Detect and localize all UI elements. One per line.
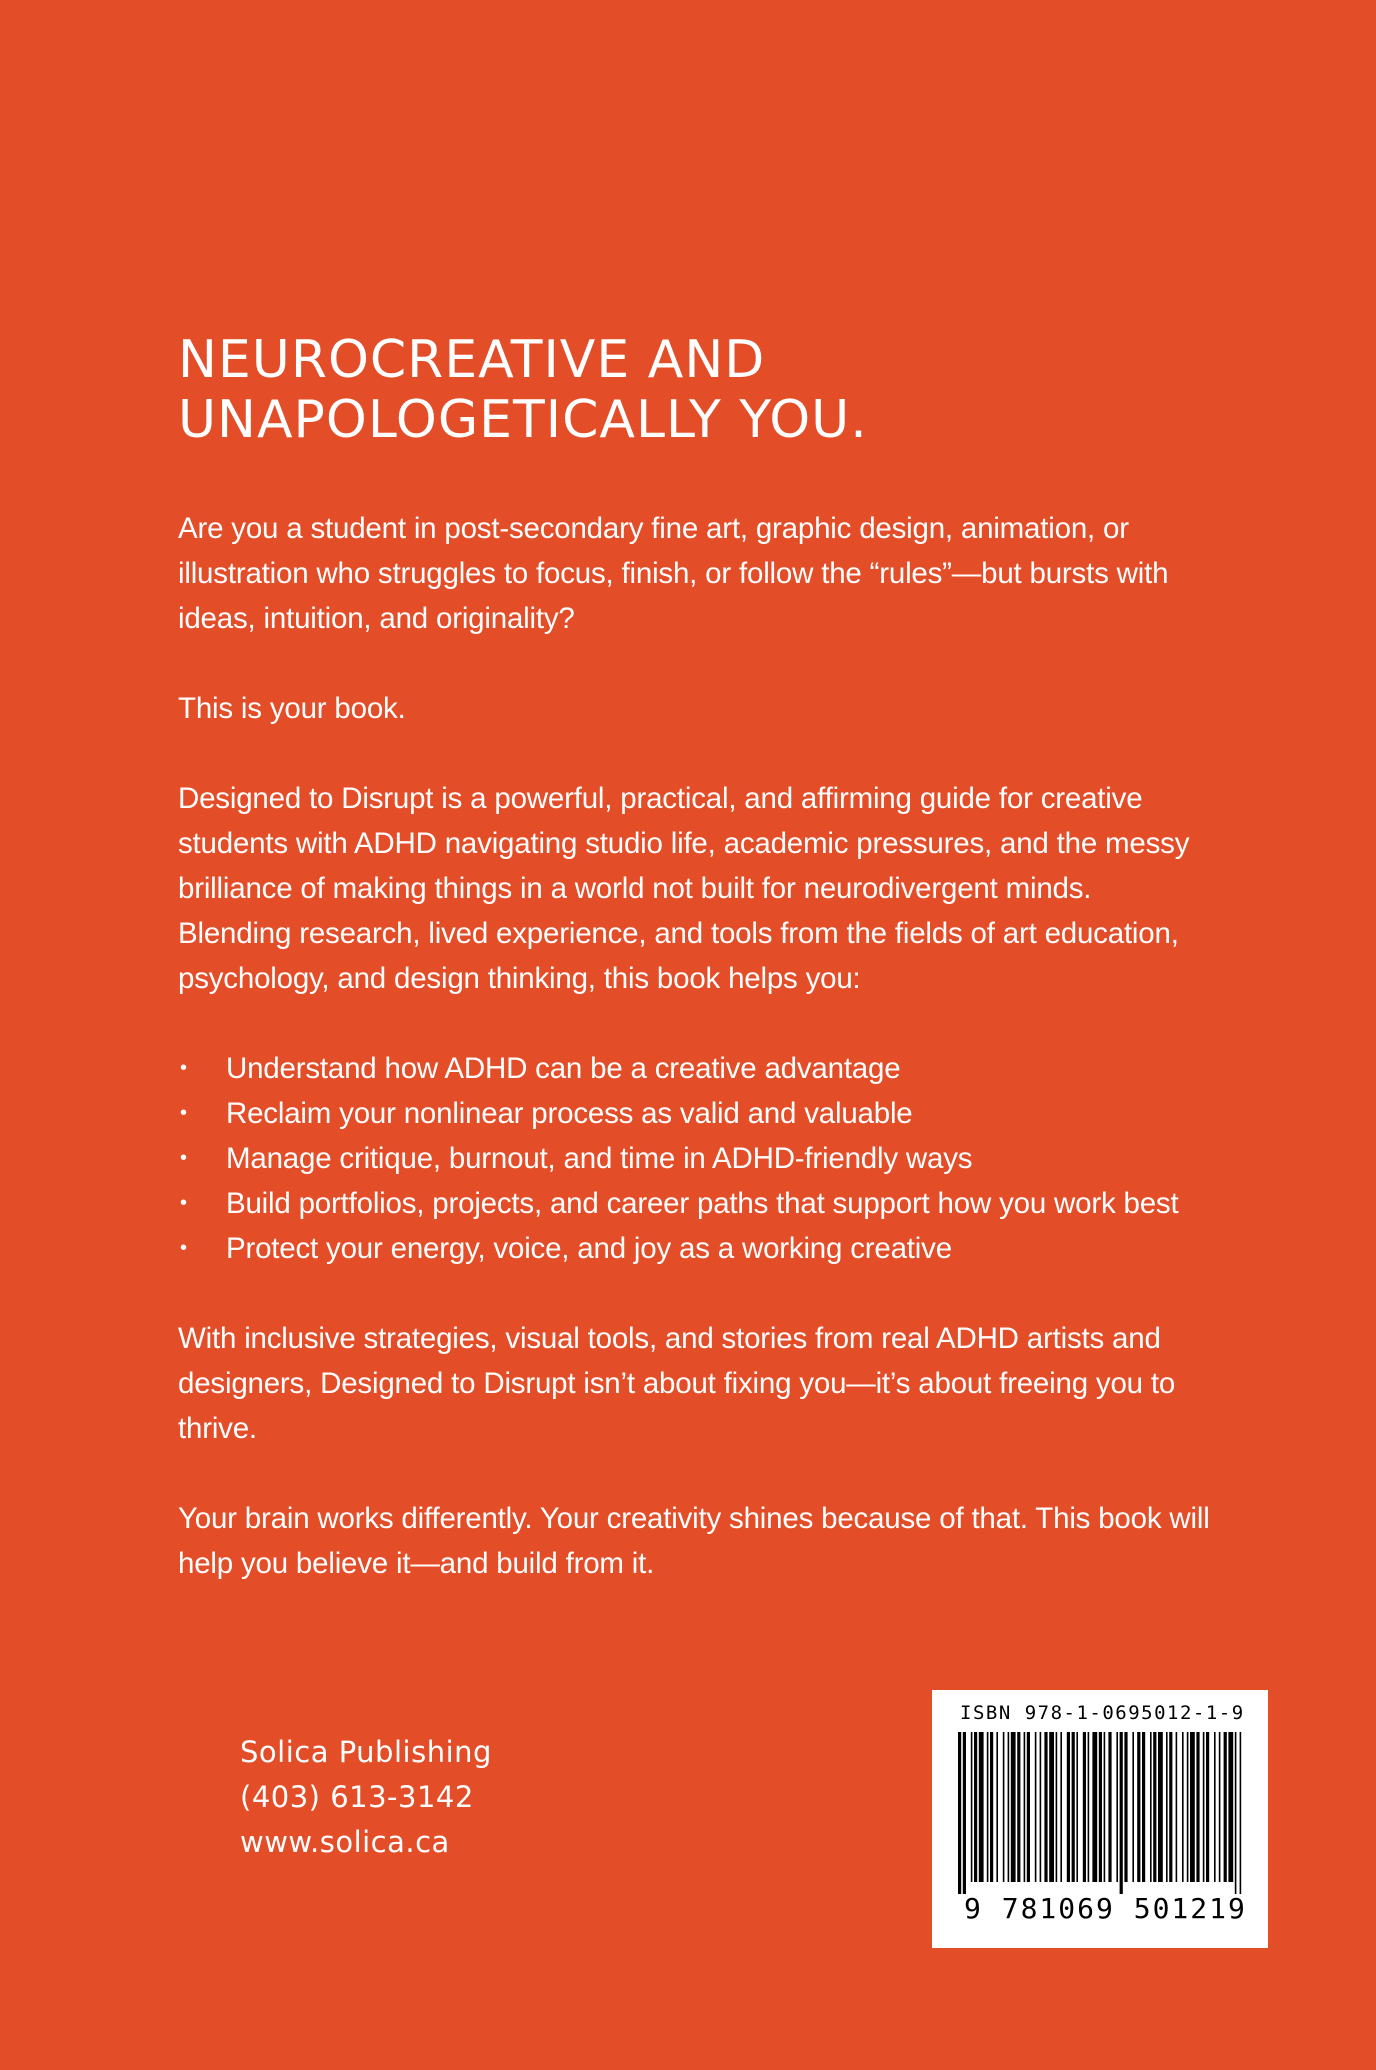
barcode-bar — [1083, 1732, 1086, 1882]
bullet-icon: • — [180, 1057, 187, 1079]
barcode-bar — [1187, 1732, 1189, 1882]
barcode-bar — [1224, 1732, 1227, 1882]
barcode-bar — [974, 1732, 977, 1882]
headline-line-2: UNAPOLOGETICALLY YOU. — [178, 390, 868, 450]
headline-line-1: NEUROCREATIVE AND — [178, 330, 766, 390]
barcode-bar — [1176, 1732, 1178, 1882]
barcode-bar — [1124, 1732, 1127, 1882]
barcode-bar — [971, 1732, 973, 1882]
bullet-icon: • — [180, 1192, 187, 1214]
barcode-bar — [1150, 1732, 1152, 1882]
barcode-bar — [1076, 1732, 1078, 1882]
barcode-bar — [1116, 1732, 1118, 1882]
barcode-bar — [1044, 1732, 1047, 1882]
barcode-bar — [1142, 1732, 1145, 1882]
list-item: • Protect your energy, voice, and joy as a working creative — [178, 1226, 1248, 1271]
barcode-bar — [1240, 1732, 1242, 1894]
barcode-bar — [1132, 1732, 1134, 1882]
closing-paragraph-2: Your brain works differently. Your creativity shines because of that. This book will help you believe it—and build from it. — [178, 1502, 1210, 1580]
barcode-bar — [1003, 1732, 1005, 1882]
barcode-bar — [1040, 1732, 1042, 1882]
barcode-bar — [1027, 1732, 1030, 1882]
barcode-bar — [958, 1732, 961, 1894]
description-paragraph-1: Designed to Disrupt is a powerful, practical, and affirming guide for creative students with ADHD navigating studio life, academic pressures, and the messy brilliance of making things in a world not built for neurodivergent minds. — [178, 782, 1190, 905]
barcode-bar — [1158, 1732, 1163, 1882]
barcode-bars — [954, 1732, 1246, 1894]
barcode-bar — [979, 1732, 984, 1882]
barcode-bar — [1169, 1732, 1172, 1882]
list-item: • Build portfolios, projects, and career paths that support how you work best — [178, 1181, 1248, 1226]
barcode-digits: 9 781069 501219 — [964, 1892, 1247, 1925]
barcode-bar — [1153, 1732, 1156, 1882]
barcode-bar — [1206, 1732, 1209, 1882]
isbn-barcode — [932, 1690, 1268, 1948]
description-paragraph-2: Blending research, lived experience, and tools from the fields of art education, psychology, and design thinking, this book helps you: — [178, 917, 1179, 995]
publisher-website: www.solica.ca — [240, 1825, 450, 1859]
publisher-name: Solica Publishing — [240, 1735, 492, 1769]
barcode-bar — [1011, 1732, 1016, 1882]
barcode-bar — [990, 1732, 993, 1882]
barcode-bar — [1104, 1732, 1106, 1882]
barcode-bar — [996, 1732, 998, 1882]
barcode-bar — [1067, 1732, 1070, 1882]
barcode-bar — [1166, 1732, 1168, 1882]
barcode-bar — [1120, 1732, 1123, 1894]
barcode-bar — [1056, 1732, 1058, 1882]
barcode-bar — [1088, 1732, 1090, 1882]
barcode-bar — [1235, 1732, 1237, 1894]
list-item: • Reclaim your nonlinear process as valid and valuable — [178, 1091, 1248, 1136]
barcode-bar — [1196, 1732, 1199, 1882]
barcode-bar — [1228, 1732, 1233, 1882]
isbn-label: ISBN 978-1-0695012-1-9 — [960, 1702, 1245, 1724]
barcode-bar — [1219, 1732, 1221, 1882]
publisher-info — [240, 1730, 492, 1865]
barcode-bar — [1060, 1732, 1062, 1882]
closing-paragraph-1: With inclusive strategies, visual tools, and stories from real ADHD artists and designers, Designed to Disrupt isn’t about fixing you—it’s about freeing you to thrive. — [178, 1322, 1176, 1445]
barcode-bar — [1214, 1732, 1216, 1882]
barcode-bar — [1049, 1732, 1054, 1882]
bullet-icon: • — [180, 1237, 187, 1259]
tagline: This is your book. — [178, 692, 406, 725]
intro-paragraph: Are you a student in post-secondary fine art, graphic design, animation, or illustration who struggles to focus, finish, or follow the “rules”—but bursts with ideas, intuition, and originality? — [178, 512, 1169, 635]
list-item: • Manage critique, burnout, and time in ADHD-friendly ways — [178, 1136, 1248, 1181]
barcode-bar — [1108, 1732, 1111, 1882]
barcode-bar — [1024, 1732, 1026, 1882]
barcode-bar — [1190, 1732, 1195, 1882]
barcode-bar — [1072, 1732, 1075, 1882]
barcode-bar — [987, 1732, 989, 1882]
barcode-bar — [1092, 1732, 1097, 1882]
barcode-bar — [1008, 1732, 1010, 1882]
barcode-bar — [1035, 1732, 1037, 1882]
barcode-bar — [963, 1732, 966, 1894]
barcode-bar — [1203, 1732, 1205, 1882]
headline — [178, 330, 1248, 450]
back-cover-content — [178, 330, 1248, 1586]
list-item: • Understand how ADHD can be a creative advantage — [178, 1046, 1248, 1091]
bullet-icon: • — [180, 1102, 187, 1124]
barcode-bar — [1182, 1732, 1184, 1882]
barcode-bar — [1017, 1732, 1020, 1882]
barcode-bar — [1099, 1732, 1102, 1882]
publisher-phone: (403) 613-3142 — [240, 1780, 474, 1814]
bullet-icon: • — [180, 1147, 187, 1169]
barcode-bar — [1137, 1732, 1140, 1882]
benefits-list — [178, 1046, 1248, 1271]
